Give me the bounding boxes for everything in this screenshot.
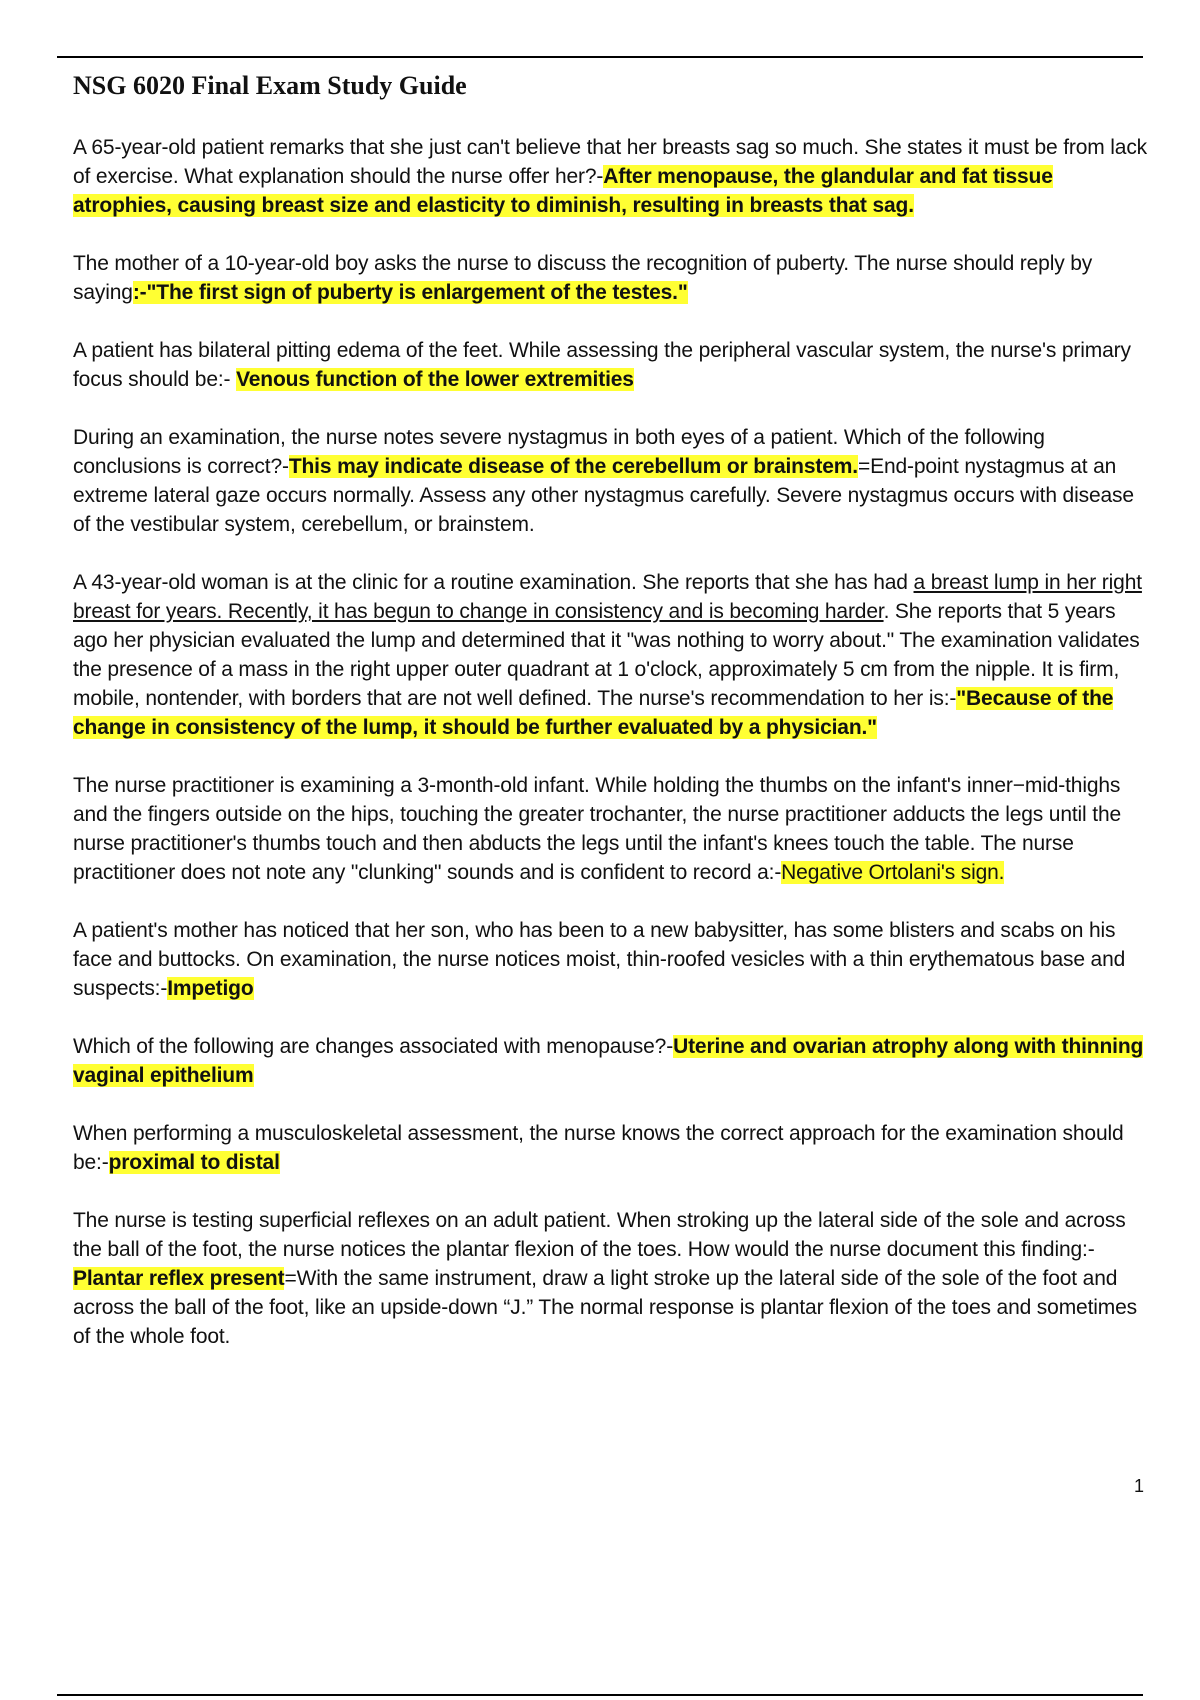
- question-item-2: [73, 249, 1155, 307]
- question-text: A patient's mother has noticed that her son, who has been to a new babysitter, has some blisters and scabs on his face and buttocks. On examination, the nurse notices moist, thin-roofed vesicles with a thin erythematous base and suspects:-: [73, 919, 1126, 1000]
- answer-highlight: Plantar reflex present: [73, 1267, 285, 1290]
- question-item-8: [73, 1032, 1155, 1090]
- question-item-5: [73, 568, 1155, 742]
- question-text: When performing a musculoskeletal assessment, the nurse knows the correct approach for the examination should be:-: [73, 1122, 1124, 1174]
- question-text: The nurse practitioner is examining a 3-month-old infant. While holding the thumbs on the infant's inner−mid-thighs and the fingers outside on the hips, touching the greater trochanter, the nurse practitioner adducts the legs until the nurse practitioner's thumbs touch and then abducts the legs until the infant's knees touch the table. The nurse practitioner does not note any "clunking" sounds and is confident to record a:-: [73, 774, 1122, 884]
- question-item-6: [73, 771, 1155, 887]
- question-item-3: [73, 336, 1155, 394]
- underlined-text: a breast lump in her right breast for years. Recently, it has begun to change in consistency and is becoming harder: [73, 571, 1142, 623]
- question-text: The mother of a 10-year-old boy asks the nurse to discuss the recognition of puberty. The nurse should reply by saying: [73, 252, 1093, 304]
- question-text: . She reports that 5 years ago her physician evaluated the lump and determined that it "was nothing to worry about." The examination validates the presence of a mass in the right upper outer quadrant at 1 o'clock, approximately 5 cm from the nipple. It is firm, mobile, nontender, with borders that are not well defined. The nurse's recommendation to her is:-: [73, 600, 1140, 710]
- answer-highlight: Negative Ortolani's sign.: [781, 861, 1005, 884]
- answer-highlight: Uterine and ovarian atrophy along with thinning vaginal epithelium: [73, 1035, 1144, 1087]
- question-item-10: [73, 1206, 1155, 1351]
- header-rule: [57, 56, 1143, 58]
- answer-highlight: After menopause, the glandular and fat tissue atrophies, causing breast size and elasticity to diminish, resulting in breasts that sag.: [73, 165, 1053, 217]
- question-text: A patient has bilateral pitting edema of the feet. While assessing the peripheral vascular system, the nurse's primary focus should be:-: [73, 339, 1131, 391]
- answer-highlight: Venous function of the lower extremities: [236, 368, 634, 391]
- question-item-9: [73, 1119, 1155, 1177]
- answer-highlight: :-"The first sign of puberty is enlargement of the testes.": [132, 281, 688, 304]
- page-number: 1: [1134, 1476, 1145, 1496]
- answer-highlight: Impetigo: [167, 977, 254, 1000]
- document-title: NSG 6020 Final Exam Study Guide: [73, 71, 467, 100]
- question-text: A 65-year-old patient remarks that she just can't believe that her breasts sag so much. She states it must be from lack of exercise. What explanation should the nurse offer her?-: [73, 136, 1148, 188]
- question-text: During an examination, the nurse notes severe nystagmus in both eyes of a patient. Which of the following conclusions is correct?-: [73, 426, 1045, 478]
- question-text: The nurse is testing superficial reflexes on an adult patient. When stroking up the lateral side of the sole and across the ball of the foot, the nurse notices the plantar flexion of the toes. How would the nurse document this finding:-: [73, 1209, 1126, 1261]
- question-text: Which of the following are changes associated with menopause?-: [73, 1035, 674, 1058]
- question-item-4: [73, 423, 1155, 539]
- answer-explanation: =End-point nystagmus at an extreme lateral gaze occurs normally. Assess any other nystagmus carefully. Severe nystagmus occurs with disease of the vestibular system, cerebellum, or brainstem.: [73, 455, 1134, 536]
- answer-highlight: proximal to distal: [108, 1151, 280, 1174]
- question-item-7: [73, 916, 1155, 1003]
- question-item-1: [73, 133, 1155, 220]
- question-text: A 43-year-old woman is at the clinic for a routine examination. She reports that she has had: [73, 571, 914, 594]
- answer-explanation: =With the same instrument, draw a light stroke up the lateral side of the sole of the foot and across the ball of the foot, like an upside-down “J.” The normal response is plantar flexion of the toes and sometimes of the whole foot.: [73, 1267, 1137, 1348]
- answer-highlight: "Because of the change in consistency of the lump, it should be further evaluated by a physician.": [73, 687, 1114, 739]
- answer-highlight: This may indicate disease of the cerebellum or brainstem.: [288, 455, 858, 478]
- study-guide-content: [73, 133, 1155, 1380]
- footer-rule: [57, 1694, 1143, 1696]
